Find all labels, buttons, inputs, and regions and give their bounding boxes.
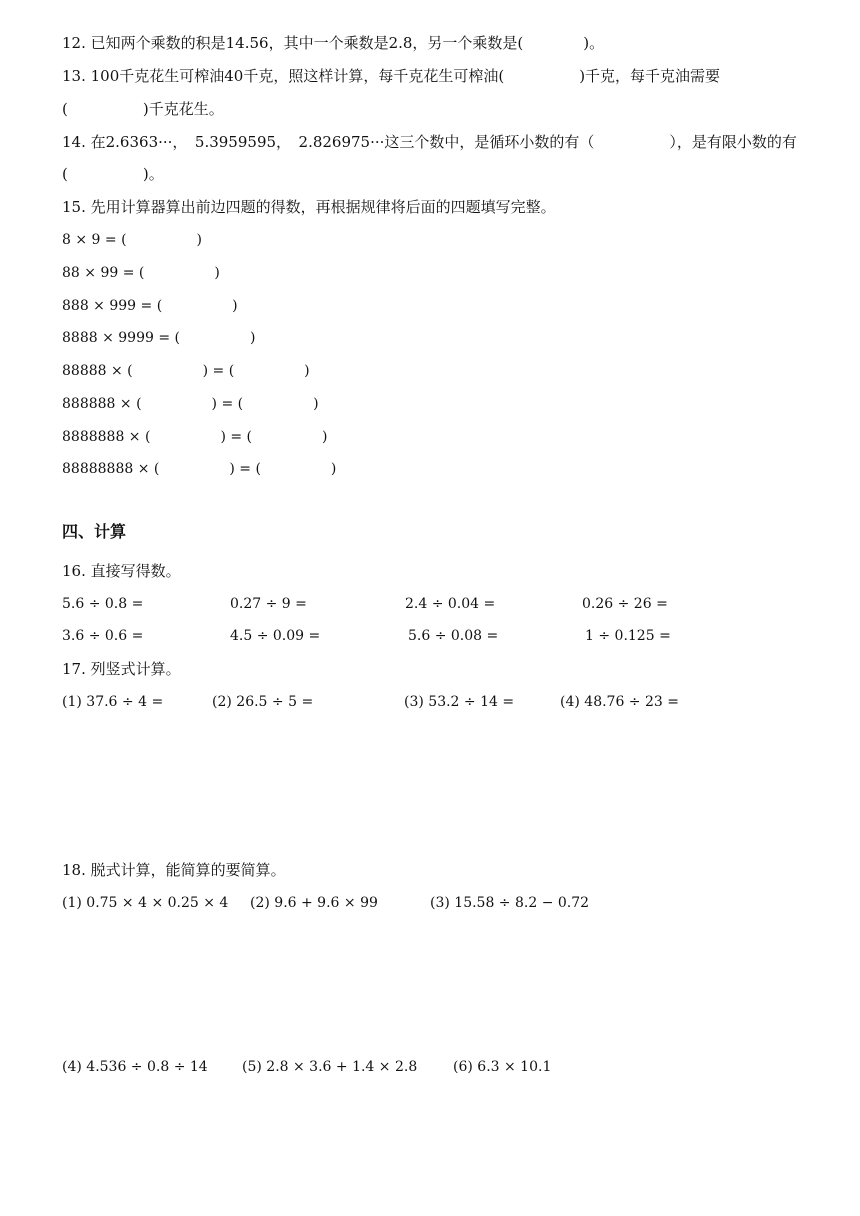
question-13-line-2: ( )千克花生。 [62, 100, 224, 118]
q15-item: 8888888 × ( ) = ( ) [62, 429, 328, 445]
q15-item: 88888 × ( ) = ( ) [62, 363, 310, 379]
q15-item: 8 × 9 = ( ) [62, 232, 202, 248]
q17-item: (3) 53.2 ÷ 14 = [404, 694, 515, 710]
q16-expression: 3.6 ÷ 0.6 = [62, 628, 144, 644]
question-13-line-1: 13. 100千克花生可榨油40千克，照这样计算，每千克花生可榨油( )千克，每千克油需要 [62, 67, 721, 85]
q18-item: (4) 4.536 ÷ 0.8 ÷ 14 [62, 1059, 208, 1075]
question-15-title: 15. 先用计算器算出前边四题的得数，再根据规律将后面的四题填写完整。 [62, 198, 556, 216]
q18-item: (5) 2.8 × 3.6 + 1.4 × 2.8 [242, 1059, 418, 1075]
q16-expression: 1 ÷ 0.125 = [585, 628, 671, 644]
q16-expression: 0.27 ÷ 9 = [230, 596, 307, 612]
q17-item: (4) 48.76 ÷ 23 = [560, 694, 679, 710]
q17-item: (1) 37.6 ÷ 4 = [62, 694, 164, 710]
q18-item: (1) 0.75 × 4 × 0.25 × 4 [62, 895, 229, 911]
question-17-title: 17. 列竖式计算。 [62, 660, 181, 678]
q18-item: (6) 6.3 × 10.1 [453, 1059, 552, 1075]
q18-item: (3) 15.58 ÷ 8.2 − 0.72 [430, 895, 590, 911]
q15-item: 888888 × ( ) = ( ) [62, 396, 319, 412]
section-heading: 四、计算 [62, 522, 127, 541]
question-14-line-1: 14. 在2.6363···， 5.3959595， 2.826975···这三个数中，是循环小数的有（ ），是有限小数的有 [62, 133, 797, 151]
q15-item: 88 × 99 = ( ) [62, 265, 220, 281]
q15-item: 88888888 × ( ) = ( ) [62, 461, 337, 477]
q16-expression: 4.5 ÷ 0.09 = [230, 628, 321, 644]
question-16-title: 16. 直接写得数。 [62, 562, 181, 580]
q16-expression: 0.26 ÷ 26 = [582, 596, 668, 612]
question-12: 12. 已知两个乘数的积是14.56，其中一个乘数是2.8，另一个乘数是( )。 [62, 34, 605, 52]
q15-item: 8888 × 9999 = ( ) [62, 330, 256, 346]
q15-item: 888 × 999 = ( ) [62, 298, 238, 314]
question-14-line-2: ( )。 [62, 165, 164, 183]
q17-item: (2) 26.5 ÷ 5 = [212, 694, 314, 710]
q18-item: (2) 9.6 + 9.6 × 99 [250, 895, 378, 911]
q16-expression: 5.6 ÷ 0.8 = [62, 596, 144, 612]
question-18-title: 18. 脱式计算，能简算的要简算。 [62, 861, 286, 879]
q16-expression: 2.4 ÷ 0.04 = [405, 596, 496, 612]
q16-expression: 5.6 ÷ 0.08 = [408, 628, 499, 644]
